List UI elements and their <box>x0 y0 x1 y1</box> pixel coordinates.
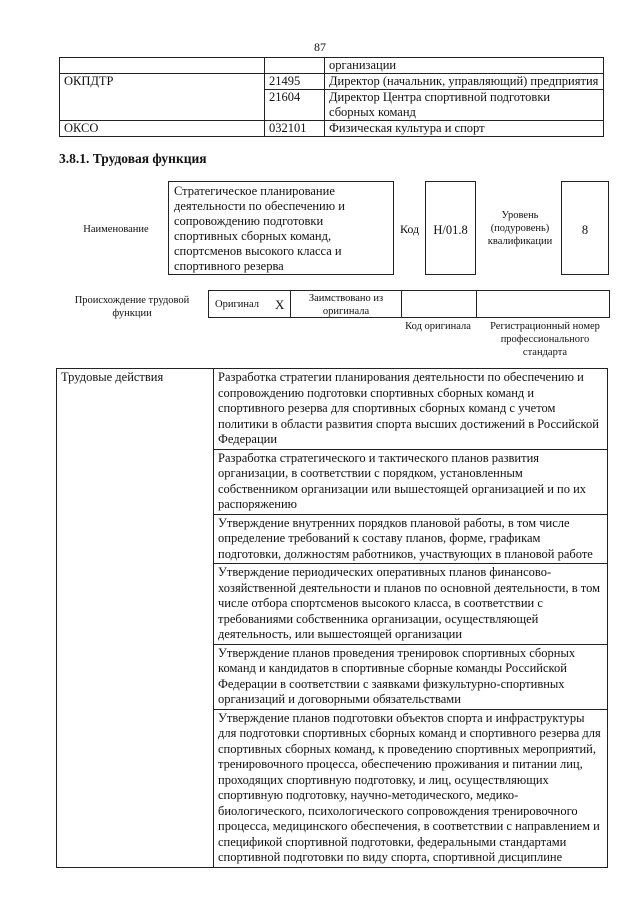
code-value-box: Н/01.8 <box>425 181 476 275</box>
reg-number-caption: Регистрационный номер профессионального стандарта <box>490 321 600 358</box>
classifier-cell: ОКПДТР <box>60 74 265 121</box>
original-mark: X <box>275 297 285 312</box>
code-cell: 21495 <box>265 74 325 90</box>
code-cell: 21604 <box>265 90 325 121</box>
code-label: Код <box>400 222 420 236</box>
classifier-cell <box>60 58 265 74</box>
function-name-box: Стратегическое планирование деятельности по обеспечению и сопровождению подготовки спортивных сборных команд, спортсменов высокого класса и спортивного резерва <box>168 181 394 275</box>
name-cell: Директор Центра спортивной подготовки сборных команд <box>325 90 604 121</box>
labor-actions-table <box>56 368 608 868</box>
original-label: Оригинал <box>215 299 259 310</box>
divider <box>401 291 402 317</box>
section-title: 3.8.1. Трудовая функция <box>59 151 207 166</box>
name-cell: Физическая культура и спорт <box>325 121 604 137</box>
classifier-cell: ОКСО <box>60 121 265 137</box>
level-label: Уровень (подуровень) квалификации <box>487 210 553 247</box>
list-item: Утверждение планов проведения тренировок спортивных сборных команд и кандидатов в спортивные сборные команды Российской Федерации в соответствии с заявками физкультурно-спортивных организаций и договорными обязательствами <box>214 644 608 709</box>
classifier-codes-table <box>59 57 604 137</box>
list-item: Утверждение периодических оперативных планов финансово-хозяйственной деятельности и планов по основной деятельности, в том числе отбора спортсменов высокого класса, в соответствии с требованиями собственника организации, осуществляющей деятельность, или вышестоящей организации <box>214 564 608 645</box>
name-cell: Директор (начальник, управляющий) предприятия <box>325 74 604 90</box>
code-original-caption: Код оригинала <box>405 321 471 332</box>
origin-label: Происхождение трудовой функции <box>74 295 190 319</box>
origin-row <box>208 290 610 318</box>
name-cell: организации <box>325 58 604 74</box>
table-row <box>60 58 604 74</box>
code-cell <box>265 58 325 74</box>
list-item: Разработка стратегии планирования деятельности по обеспечению и сопровождению подготовки спортивных сборных команд и спортивного резерва для спортивных сборных команд с учетом политики в области развития спорта высших достижений в Российской Федерации <box>214 369 608 450</box>
page-number: 87 <box>314 40 326 54</box>
list-item: Разработка стратегического и тактического планов развития организации, в соответствии с порядком, установленным собственником организации или вышестоящей организацией и по их распоряжению <box>214 449 608 514</box>
borrowed-label: Заимствовано из оригинала <box>308 293 384 317</box>
code-cell: 032101 <box>265 121 325 137</box>
level-value-box: 8 <box>561 181 609 275</box>
labor-actions-header: Трудовые действия <box>57 369 214 868</box>
table-row <box>57 369 608 450</box>
table-row <box>60 121 604 137</box>
name-label: Наименование <box>83 224 149 235</box>
list-item: Утверждение внутренних порядков плановой работы, в том числе определение требований к составу планов, форме, графикам подготовки, должностям работников, участвующих в плановой работе <box>214 514 608 564</box>
table-row <box>60 74 604 90</box>
divider <box>476 291 477 317</box>
list-item: Утверждение планов подготовки объектов спорта и инфраструктуры для подготовки спортивных сборных команд и спортивного резерва для спортивных сборных команд, к проведению спортивных мероприятий, тренировочного процесса, обеспечению проживания и питании лиц, проходящих спортивную подготовку, и лиц, осуществляющих спортивную подготовку, научно-методического, медико-биологического, психологического сопровождения тренировочного процесса, медицинского обеспечения, в соответствии с направлением и спецификой спортивной подготовки, федеральными стандартами спортивной подготовки по виду спорта, спортивной дисциплине <box>214 709 608 867</box>
